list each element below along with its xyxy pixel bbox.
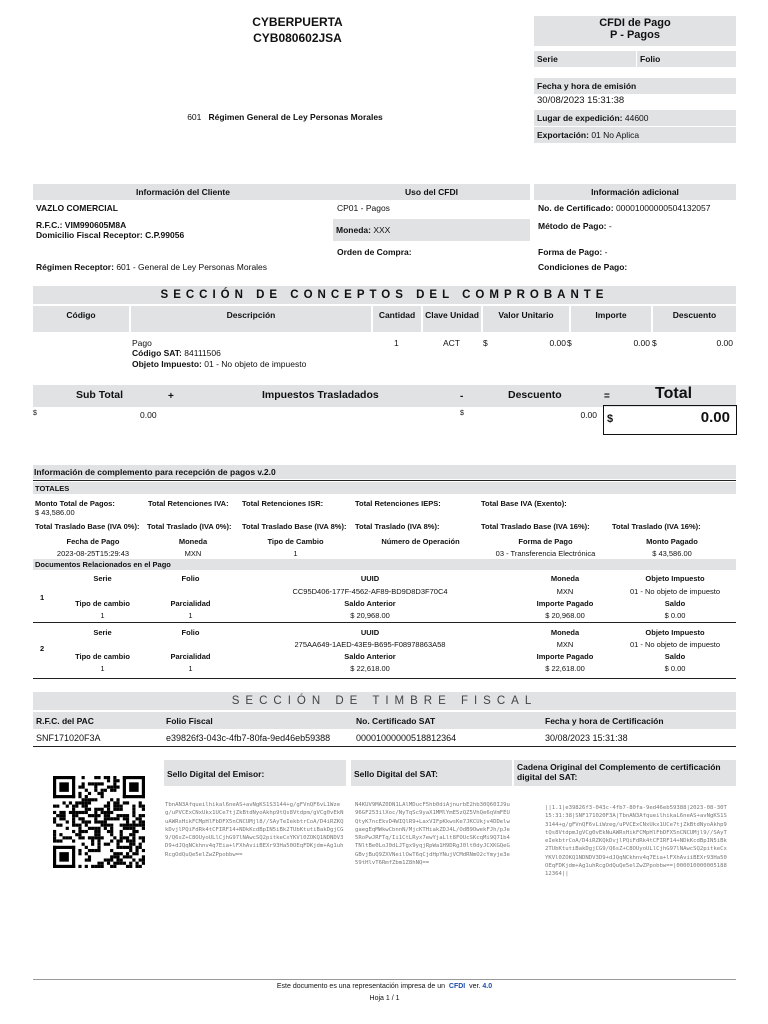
doc-installment-header: Parcialidad bbox=[170, 599, 211, 608]
sat-seal: N4KUV9MAZ0DN1LAlMDucF5hb0diAjnurbE2hb30Q60IJ9u96GF253ilXoc/NyTqSc9yaX1MMlYmE5zQZ5VhQe6qVmFEUQtyK7ncEkvD4WIQlR9+LaxVIFpKkwsKe7JKCUkjv4DDelwgaegEqMWkwCbnnN/MjcKTHiakZDJ4L/OdB9OwekFJh/pJe5RoPwJRFTq/Ii1CtLRyx7ewYjaLlt8FOUcSKcqMi9Q71b4TNltBe0LoJ0dLJTgx9yqjRpWa1H9DRgJ0lt0dyJCXKGQeGGBvjBuQ9ZXVNeilOwT6qCjdHpYNujVCMdRNmO2cYmyje3e59tHlvT6RmfZbm1Z8hNQ== bbox=[355, 802, 510, 867]
issuer-seal: TbnAN3Afqueilhikal6neAS+avNgKS1S3144+g/gFVnQF6vL1Wzeg/uPVCExCNxUkx1UCe7tjZkBtdNyoAkhp9tQs8Vtdpm/gVCg0vEkNuAWRsHikFCMpHlFbDFX5nCNCUMjl8//SAyTeIekbtrCoA/D4iRZKQkDvjlPQiFdRk4tCFIRF14+NDkKcdBpIN5iBk2TUbKtutiBakDgjCG9/Q6sZ+C8OUyoULlCjhG97lNAwcSQ2pitkeCxYKVl0ZOKQ1NDNDV3D9+dJQqNCkhnv4q7Eia+lFXhAviiBEXr93Ha50OEqFDKjdm+Ag1uhRcgOdQuQe5elZwZPpobbw== bbox=[165, 802, 344, 858]
total-box bbox=[603, 405, 737, 435]
concept-amount-currency: $ bbox=[567, 338, 572, 348]
doc-balance: $ 0.00 bbox=[664, 664, 686, 673]
doc-currency: MXN bbox=[556, 640, 574, 649]
total-payments-label: Monto Total de Pagos: bbox=[35, 499, 115, 508]
concept-description: Pago bbox=[132, 338, 152, 348]
doc-exchange-header: Tipo de cambio bbox=[75, 652, 130, 661]
equals-sign: = bbox=[604, 391, 610, 402]
taxes-label: Impuestos Trasladados bbox=[262, 389, 379, 401]
doc-taxobj: 01 - No objeto de impuesto bbox=[629, 640, 721, 649]
client-currency-label: Moneda: bbox=[336, 225, 371, 235]
payment-form-header: Forma de Pago bbox=[518, 537, 573, 546]
certificate-label: No. de Certificado: bbox=[538, 203, 614, 213]
sat-seal-label: Sello Digital del SAT: bbox=[354, 769, 438, 779]
chain-header bbox=[514, 760, 736, 786]
doc-taxobj-header: Objeto Impuesto bbox=[645, 628, 705, 637]
sat-seal-header bbox=[351, 760, 512, 786]
stamp-section-title: SECCIÓN DE TIMBRE FISCAL bbox=[33, 692, 736, 710]
client-info-heading: Información del Cliente bbox=[33, 184, 333, 200]
doc-serie-header: Serie bbox=[93, 628, 112, 637]
doc-folio-header: Folio bbox=[181, 574, 200, 583]
doc-index: 2 bbox=[40, 644, 45, 653]
doc-taxobj: 01 - No objeto de impuesto bbox=[629, 587, 721, 596]
doc-paid: $ 20,968.00 bbox=[545, 611, 585, 620]
plus-sign: + bbox=[168, 391, 174, 402]
payment-method-label: Método de Pago: bbox=[538, 221, 607, 231]
fiscal-folio-header: Folio Fiscal bbox=[166, 716, 213, 726]
total-payments-value: $ 43,586.00 bbox=[35, 508, 75, 517]
doc-prev-balance-header: Saldo Anterior bbox=[344, 599, 396, 608]
cfdi-type-box bbox=[534, 16, 736, 46]
complement-title: Información de complemento para recepción de pagos v.2.0 bbox=[34, 467, 276, 477]
footer-note bbox=[33, 983, 736, 990]
doc-paid-header: Importe Pagado bbox=[536, 652, 594, 661]
footer-version-label: ver. bbox=[469, 983, 481, 990]
client-regime-label: Régimen Receptor: bbox=[36, 262, 114, 272]
doc-balance-header: Saldo bbox=[664, 652, 686, 661]
cert-date-value: 30/08/2023 15:31:38 bbox=[545, 733, 628, 743]
sat-cert-header: No. Certificado SAT bbox=[356, 716, 436, 726]
total-value: 0.00 bbox=[700, 409, 730, 426]
subtotal-label: Sub Total bbox=[76, 389, 124, 401]
doc-exchange-header: Tipo de cambio bbox=[75, 599, 130, 608]
payment-date-header: Fecha de Pago bbox=[66, 537, 120, 546]
payment-amount-header: Monto Pagado bbox=[646, 537, 698, 546]
cert-date-header: Fecha y hora de Certificación bbox=[545, 716, 664, 726]
totals-header-bar bbox=[33, 385, 736, 407]
complement-divider bbox=[33, 480, 736, 481]
doc-uuid-header: UUID bbox=[360, 628, 380, 637]
chain-text: ||1.1|e39826f3-043c-4fb7-80fa-9ed46eb59388|2023-08-30T15:31:38|SNF171020F3A|TbnAN3AfqueilhikaL6neAS+avNgKS1S3144+g/gFVnQF6vLiWzeg/uPVCExCNxUkx1UCe7tjZkBtdNyoAkhp9tQs8VtdpmJgVCg0vEkNuAWRsHikFCMpHlFbDFX5nCNCUMjl9//SAyTeIekbtrCoA/D4iRZKQkDvjlPQiFdRk4tCFIRF14+NDkKcdBpIN5iBk2TUbKtutiBakDgjCG9/Q6sZ+C8OUyoULlCjhG97lNAwcSQ2pitkeCxYKVl0ZOKQ1NDNDV3D9+dJQqNCkhnv4q7Eia+lFXhAviiBEXr93Ha50OEqFDKjdm+Ag1uhRcgOdQuQe5elZwZPpobbw==|00001000000518812364|| bbox=[545, 805, 727, 878]
client-rfc: R.F.C.: VIM990605M8A bbox=[36, 220, 127, 230]
concept-unit: ACT bbox=[443, 338, 460, 348]
payment-method-value: - bbox=[608, 221, 612, 231]
stamp-divider bbox=[33, 746, 736, 747]
payment-form-value: 03 - Transferencia Electrónica bbox=[495, 549, 596, 558]
additional-info-heading: Información adicional bbox=[534, 184, 736, 200]
base-iva0-label: Total Traslado Base (IVA 0%): bbox=[35, 522, 140, 531]
chain-label: Cadena Original del Complemento de certificación digital del SAT: bbox=[517, 762, 721, 782]
client-regime bbox=[36, 262, 267, 272]
ret-iva-label: Total Retenciones IVA: bbox=[148, 499, 229, 508]
payment-form-label: Forma de Pago: bbox=[538, 247, 603, 257]
doc-installment: 1 bbox=[188, 611, 193, 620]
doc-currency-header: Moneda bbox=[550, 628, 580, 637]
concepts-header-code: Código bbox=[33, 306, 129, 332]
cfdi-title: CFDI de Pago bbox=[599, 17, 671, 29]
total-payments bbox=[35, 499, 140, 517]
doc-uuid: CC95D406-177F-4562-AF89-BD9D8D3F70C4 bbox=[292, 587, 448, 596]
expedition-label: Lugar de expedición: bbox=[537, 113, 623, 123]
issuer-regime-code: 601 bbox=[187, 112, 202, 122]
discount-value: 0.00 bbox=[580, 410, 597, 420]
base-iva-exempt-label: Total Base IVA (Exento): bbox=[481, 499, 567, 508]
totals-bar bbox=[33, 482, 736, 494]
footer-note-prefix: Este documento es una representación impresa de un bbox=[276, 983, 445, 990]
payment-amount-value: $ 43,586.00 bbox=[652, 549, 692, 558]
concepts-header-unit: Clave Unidad bbox=[423, 306, 481, 332]
payment-form-value: - bbox=[604, 247, 608, 257]
issuer-name: CYBERPUERTA bbox=[252, 15, 343, 29]
subtotal-currency: $ bbox=[33, 410, 37, 417]
concepts-header-unit-value: Valor Unitario bbox=[483, 306, 569, 332]
serie-folio-divider bbox=[636, 51, 637, 67]
doc-serie-header: Serie bbox=[93, 574, 112, 583]
doc-currency: MXN bbox=[556, 587, 574, 596]
concept-sat-label: Código SAT: bbox=[132, 348, 182, 358]
concept-sat-code bbox=[132, 348, 221, 358]
emission-value: 30/08/2023 15:31:38 bbox=[537, 95, 625, 106]
sat-cert-value: 00001000000518812364 bbox=[356, 733, 457, 743]
export-row bbox=[534, 127, 736, 143]
issuer-regime-label: Régimen General de Ley Personas Morales bbox=[208, 112, 383, 122]
concept-discount-value: 0.00 bbox=[716, 338, 733, 348]
emission-label: Fecha y hora de emisión bbox=[537, 81, 637, 91]
export-label: Exportación: bbox=[537, 130, 589, 140]
issuer-regime bbox=[140, 112, 430, 122]
base-iva16-label: Total Traslado Base (IVA 16%): bbox=[481, 522, 590, 531]
folio-label: Folio bbox=[640, 54, 661, 64]
concept-quantity: 1 bbox=[394, 338, 399, 348]
concept-tax-object bbox=[132, 359, 306, 369]
page-number: Hoja 1 / 1 bbox=[369, 995, 400, 1002]
certificate-value: 00001000000504132057 bbox=[615, 203, 711, 213]
doc-exchange: 1 bbox=[100, 611, 105, 620]
tax-iva8-label: Total Traslado (IVA 8%): bbox=[355, 522, 440, 531]
doc-prev-balance: $ 20,968.00 bbox=[350, 611, 390, 620]
client-name: VAZLO COMERCIAL bbox=[36, 203, 119, 213]
export-value: 01 No Aplica bbox=[591, 130, 640, 140]
pac-rfc-value: SNF171020F3A bbox=[36, 733, 101, 743]
footer-version-value: 4.0 bbox=[482, 983, 493, 990]
concept-unit-value: 0.00 bbox=[549, 338, 566, 348]
doc-paid: $ 22,618.00 bbox=[545, 664, 585, 673]
doc-folio-header: Folio bbox=[181, 628, 200, 637]
serie-label: Serie bbox=[537, 54, 558, 64]
cfdi-use-heading: Uso del CFDI bbox=[333, 184, 530, 200]
total-currency: $ bbox=[607, 413, 614, 425]
payment-currency-header: Moneda bbox=[178, 537, 208, 546]
concepts-header-quantity: Cantidad bbox=[373, 306, 421, 332]
concept-tax-label: Objeto Impuesto: bbox=[132, 359, 202, 369]
issuer-rfc: CYB080602JSA bbox=[253, 31, 342, 45]
client-currency-value: XXX bbox=[373, 225, 391, 235]
payment-date-value: 2023-08-25T15:29:43 bbox=[56, 549, 130, 558]
client-fiscal-address: Domicilio Fiscal Receptor: C.P.99056 bbox=[36, 230, 185, 240]
concept-sat-value: 84111506 bbox=[184, 348, 221, 358]
doc-balance: $ 0.00 bbox=[664, 611, 686, 620]
related-docs-title: Documentos Relacionados en el Pago bbox=[35, 560, 171, 569]
fiscal-folio-value: e39826f3-043c-4fb7-80fa-9ed46eb59388 bbox=[166, 733, 331, 743]
doc-currency-header: Moneda bbox=[550, 574, 580, 583]
payment-currency-value: MXN bbox=[184, 549, 202, 558]
expedition-row bbox=[534, 110, 736, 126]
serie-folio-row bbox=[534, 51, 736, 67]
pac-rfc-header: R.F.C. del PAC bbox=[36, 716, 94, 726]
ret-ieps-label: Total Retenciones IEPS: bbox=[355, 499, 441, 508]
doc-paid-header: Importe Pagado bbox=[536, 599, 594, 608]
discount-label: Descuento bbox=[508, 389, 562, 401]
payment-exchange-value: 1 bbox=[293, 549, 298, 558]
doc-exchange: 1 bbox=[100, 664, 105, 673]
issuer-seal-header bbox=[164, 760, 346, 786]
concepts-section-title: SECCIÓN DE CONCEPTOS DEL COMPROBANTE bbox=[33, 286, 736, 304]
concept-tax-value: 01 - No objeto de impuesto bbox=[204, 359, 307, 369]
footer-divider bbox=[33, 979, 736, 980]
client-currency-row bbox=[333, 219, 530, 241]
doc-index: 1 bbox=[40, 593, 45, 602]
payment-operation-header: Número de Operación bbox=[381, 537, 460, 546]
expedition-value: 44600 bbox=[624, 113, 649, 123]
concepts-header-discount: Descuento bbox=[653, 306, 736, 332]
subtotal-value: 0.00 bbox=[140, 410, 157, 420]
ret-isr-label: Total Retenciones ISR: bbox=[242, 499, 324, 508]
certificate-row bbox=[538, 203, 710, 213]
discount-currency: $ bbox=[460, 410, 464, 417]
purchase-order-label: Orden de Compra: bbox=[337, 247, 412, 257]
concepts-header-description: Descripción bbox=[131, 306, 371, 332]
concepts-header-amount: Importe bbox=[571, 306, 651, 332]
cfdi-use-value: CP01 - Pagos bbox=[337, 203, 390, 213]
doc-prev-balance-header: Saldo Anterior bbox=[344, 652, 396, 661]
doc-uuid-header: UUID bbox=[360, 574, 380, 583]
total-label: Total bbox=[655, 385, 693, 402]
concept-discount-currency: $ bbox=[652, 338, 657, 348]
base-iva8-label: Total Traslado Base (IVA 8%): bbox=[242, 522, 347, 531]
payment-method-row bbox=[538, 221, 612, 231]
doc-installment-header: Parcialidad bbox=[170, 652, 211, 661]
doc-divider bbox=[33, 678, 736, 679]
cfdi-type: P - Pagos bbox=[610, 29, 660, 41]
payment-conditions-label: Condiciones de Pago: bbox=[538, 262, 628, 272]
doc-balance-header: Saldo bbox=[664, 599, 686, 608]
footer-cfdi-word: CFDI bbox=[448, 983, 466, 990]
qr-code bbox=[53, 776, 145, 868]
minus-sign: - bbox=[460, 391, 464, 402]
payment-exchange-header: Tipo de Cambio bbox=[267, 537, 324, 546]
doc-prev-balance: $ 22,618.00 bbox=[350, 664, 390, 673]
client-regime-value: 601 - General de Ley Personas Morales bbox=[116, 262, 268, 272]
tax-iva16-label: Total Traslado (IVA 16%): bbox=[612, 522, 701, 531]
doc-divider bbox=[33, 622, 736, 623]
complement-totals-label: TOTALES bbox=[35, 484, 70, 493]
concept-unit-currency: $ bbox=[483, 338, 488, 348]
tax-iva0-label: Total Traslado (IVA 0%): bbox=[147, 522, 232, 531]
emission-label-row bbox=[534, 78, 736, 94]
doc-installment: 1 bbox=[188, 664, 193, 673]
issuer-seal-label: Sello Digital del Emisor: bbox=[167, 769, 265, 779]
concept-amount-value: 0.00 bbox=[633, 338, 650, 348]
payment-form-row bbox=[538, 247, 607, 257]
doc-uuid: 275AA649-1AED-43E9-B695-F08978863A58 bbox=[294, 640, 446, 649]
doc-taxobj-header: Objeto Impuesto bbox=[645, 574, 705, 583]
